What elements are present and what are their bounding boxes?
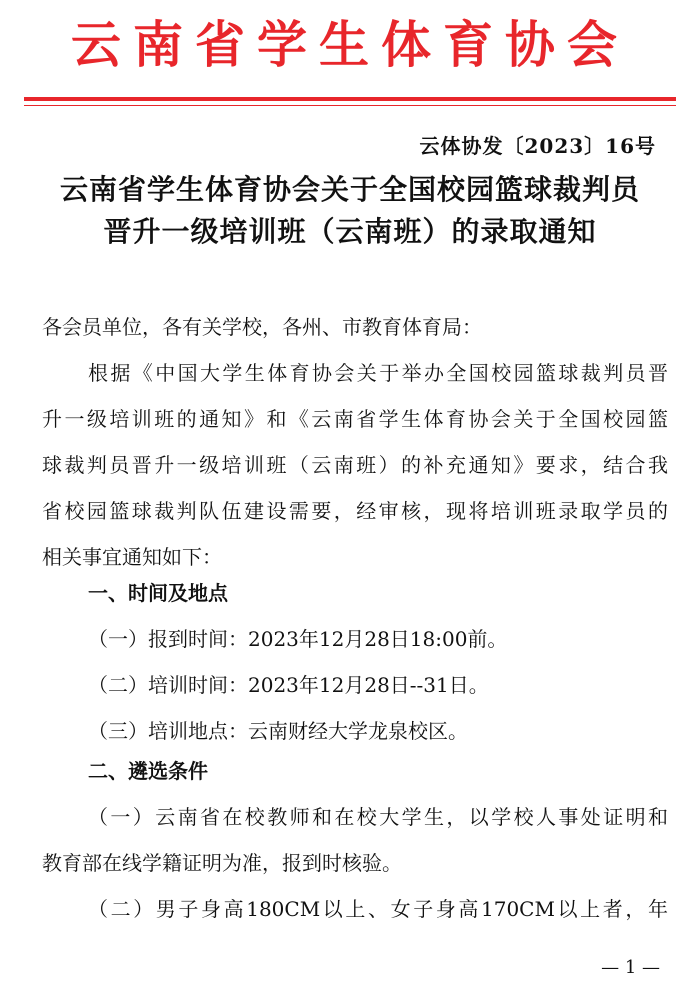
title-line-1: 云南省学生体育协会关于全国校园篮球裁判员 <box>59 173 640 206</box>
section-1-item-2: （二）培训时间：2023年12月28日--31日。 <box>88 673 489 697</box>
letterhead-rule-thin <box>24 105 676 106</box>
section-1-item-3: （三）培训地点：云南财经大学龙泉校区。 <box>88 719 468 743</box>
title-line-2: 晋升一级培训班（云南班）的录取通知 <box>103 215 597 248</box>
page-number: — 1 — <box>601 957 660 978</box>
document-number: 云体协发〔2023〕16号 <box>419 134 656 158</box>
intro-line-4: 省校园篮球裁判队伍建设需要，经审核，现将培训班录取学员的 <box>42 499 668 523</box>
letterhead-org-name: 云南省学生体育协会 <box>71 15 629 74</box>
section-2-heading: 二、遴选条件 <box>88 759 208 783</box>
salutation: 各会员单位，各有关学校，各州、市教育体育局： <box>42 315 482 339</box>
section-1-item-1: （一）报到时间：2023年12月28日18:00前。 <box>88 627 508 651</box>
letterhead-rule-thick <box>24 97 676 101</box>
section-1-heading: 一、时间及地点 <box>88 581 228 605</box>
intro-line-2: 升一级培训班的通知》和《云南省学生体育协会关于全国校园篮 <box>42 407 668 431</box>
section-2-item-1-line-1: （一）云南省在校教师和在校大学生，以学校人事处证明和 <box>88 805 668 829</box>
intro-line-5: 相关事宜通知如下： <box>42 545 222 569</box>
intro-line-1: 根据《中国大学生体育协会关于举办全国校园篮球裁判员晋 <box>88 361 668 385</box>
section-2-item-1-line-2: 教育部在线学籍证明为准，报到时核验。 <box>42 851 402 875</box>
intro-line-3: 球裁判员晋升一级培训班（云南班）的补充通知》要求，结合我 <box>42 453 668 477</box>
section-2-item-2-line-1: （二）男子身高180CM以上、女子身高170CM以上者，年 <box>88 897 668 921</box>
